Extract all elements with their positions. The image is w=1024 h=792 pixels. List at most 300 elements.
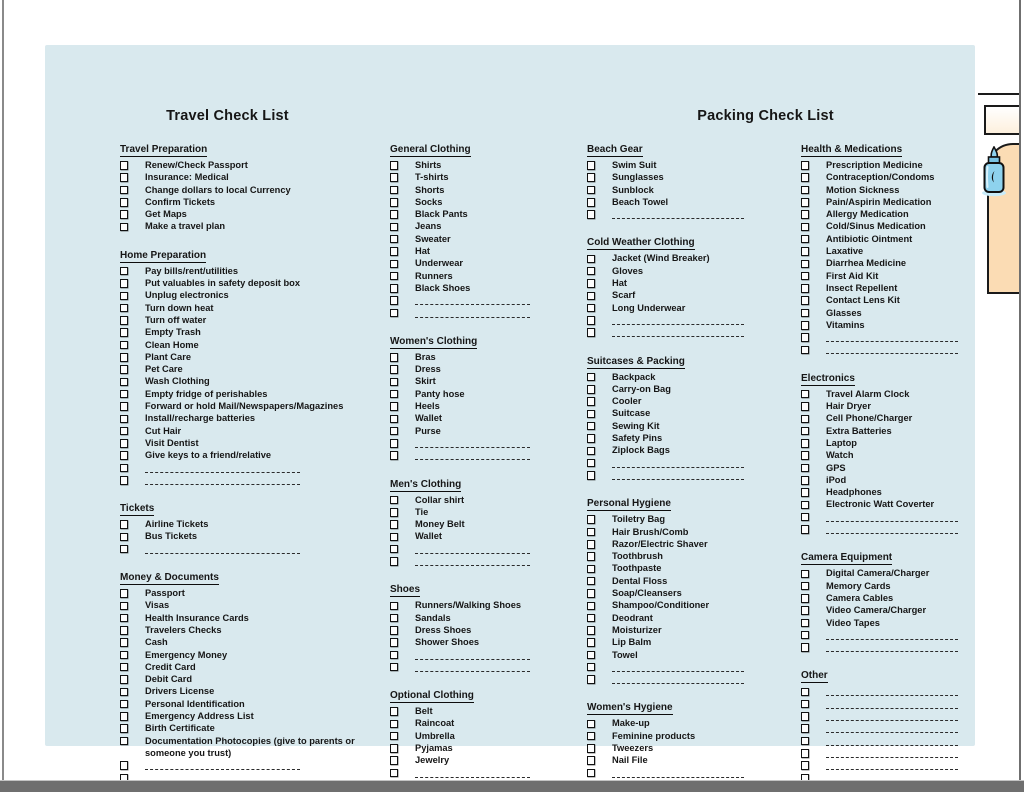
checkbox-icon xyxy=(390,451,398,460)
checkbox-icon xyxy=(801,513,809,522)
checklist-item xyxy=(587,538,757,550)
item-label: Scarf xyxy=(612,290,636,301)
checkbox-icon xyxy=(587,410,595,419)
checkbox-icon xyxy=(801,439,809,448)
checklist-item xyxy=(390,208,562,220)
item-label: Antibiotic Ointment xyxy=(826,233,913,244)
checklist-item xyxy=(801,617,971,629)
checklist-section xyxy=(120,567,382,784)
page-divider-line xyxy=(978,93,1019,95)
item-label: Hat xyxy=(415,246,430,257)
checkbox-icon xyxy=(120,451,128,460)
item-label: Panty hose xyxy=(415,388,465,399)
checklist-section xyxy=(390,331,562,462)
item-label: Wallet xyxy=(415,531,443,542)
checkbox-icon xyxy=(120,279,128,288)
checklist-blank-item xyxy=(120,462,382,474)
item-label: Sweater xyxy=(415,233,451,244)
checkbox-icon xyxy=(801,161,809,170)
checkbox-icon xyxy=(390,439,398,448)
item-label: Memory Cards xyxy=(826,580,891,591)
item-label: Empty fridge of perishables xyxy=(145,388,268,399)
checklist-item xyxy=(801,270,971,282)
checklist-item xyxy=(587,575,757,587)
checklist-item xyxy=(120,412,382,424)
checklist-item xyxy=(587,742,757,754)
checklist-blank-item xyxy=(801,698,971,710)
checklist-item xyxy=(587,730,757,742)
blank-write-in-line xyxy=(612,209,744,219)
checkbox-icon xyxy=(120,198,128,207)
section-title: Women's Hygiene xyxy=(587,702,673,714)
checkbox-icon xyxy=(120,402,128,411)
blank-write-in-line xyxy=(612,470,744,480)
checkbox-icon xyxy=(587,528,595,537)
section-title: Home Preparation xyxy=(120,249,207,261)
column-health-electronics xyxy=(801,139,971,784)
item-label: Jeans xyxy=(415,221,442,232)
checklist-item xyxy=(120,375,382,387)
checklist-item xyxy=(801,412,971,424)
item-label: Electronic Watt Coverter xyxy=(826,499,935,510)
checkbox-icon xyxy=(120,663,128,672)
checklist-item xyxy=(587,599,757,611)
checkbox-icon xyxy=(801,501,809,510)
blank-write-in-line xyxy=(826,760,958,770)
item-label: Allergy Medication xyxy=(826,209,909,220)
item-label: Personal Identification xyxy=(145,698,245,709)
checkbox-icon xyxy=(587,173,595,182)
checklist-item xyxy=(390,282,562,294)
checklist-item xyxy=(587,420,757,432)
checkbox-icon xyxy=(120,761,128,770)
checkbox-icon xyxy=(801,346,809,355)
item-label: Jewelry xyxy=(415,755,450,766)
checklist-item xyxy=(390,159,562,171)
checkbox-icon xyxy=(587,589,595,598)
checklist-item xyxy=(801,449,971,461)
checklist-item xyxy=(120,196,382,208)
checklist-item xyxy=(120,710,382,722)
checkbox-icon xyxy=(587,161,595,170)
item-label: Razor/Electric Shaver xyxy=(612,538,708,549)
item-label: Tweezers xyxy=(612,742,654,753)
checkbox-icon xyxy=(120,304,128,313)
item-label: Money Belt xyxy=(415,519,465,530)
item-label: Dress Shoes xyxy=(415,624,472,635)
item-label: Dental Floss xyxy=(612,575,668,586)
checklist-item xyxy=(390,388,562,400)
checkbox-icon xyxy=(120,161,128,170)
item-label: Watch xyxy=(826,450,854,461)
checklist-item xyxy=(120,171,382,183)
checklist-item xyxy=(120,518,382,530)
item-label: Underwear xyxy=(415,258,464,269)
checklist-item xyxy=(120,612,382,624)
blank-write-in-line xyxy=(826,723,958,733)
checklist-item xyxy=(120,698,382,710)
item-label: Moisturizer xyxy=(612,624,662,635)
checkbox-icon xyxy=(390,402,398,411)
checkbox-icon xyxy=(120,439,128,448)
checklist-item xyxy=(587,717,757,729)
section-items xyxy=(390,351,562,462)
section-title: Optional Clothing xyxy=(390,690,474,702)
checklist-item xyxy=(587,277,757,289)
checkbox-icon xyxy=(390,720,398,729)
checklist-item xyxy=(120,220,382,232)
checklist-blank-item xyxy=(390,294,562,306)
item-label: GPS xyxy=(826,462,846,473)
section-title: Travel Preparation xyxy=(120,144,208,155)
checklist-item xyxy=(801,604,971,616)
checklist-item xyxy=(587,252,757,264)
checklist-item xyxy=(120,326,382,338)
blank-write-in-line xyxy=(826,686,958,696)
item-label: Insect Repellent xyxy=(826,282,898,293)
checklist-item xyxy=(120,649,382,661)
checkbox-icon xyxy=(801,186,809,195)
item-label: Plant Care xyxy=(145,351,191,362)
checkbox-icon xyxy=(801,761,809,770)
checkbox-icon xyxy=(801,402,809,411)
checklist-blank-item xyxy=(120,543,382,555)
checkbox-icon xyxy=(801,321,809,330)
item-label: Glasses xyxy=(826,307,862,318)
blank-write-in-line xyxy=(826,512,958,522)
item-label: Pain/Aspirin Medication xyxy=(826,196,932,207)
checklist-item xyxy=(390,184,562,196)
blank-write-in-line xyxy=(826,748,958,758)
checklist-item xyxy=(120,587,382,599)
checklist-item xyxy=(801,196,971,208)
checklist-section xyxy=(390,685,562,791)
section-items xyxy=(587,513,757,685)
checklist-blank-item xyxy=(801,523,971,535)
item-label: Make a travel plan xyxy=(145,221,226,232)
checklist-item xyxy=(801,462,971,474)
checkbox-icon xyxy=(801,333,809,342)
checklist-blank-item xyxy=(801,710,971,722)
checkbox-icon xyxy=(587,304,595,313)
checkbox-icon xyxy=(120,688,128,697)
checklist-item xyxy=(587,754,757,766)
checklist-item xyxy=(390,351,562,363)
checkbox-icon xyxy=(120,427,128,436)
checklist-blank-item xyxy=(587,314,757,326)
checkbox-icon xyxy=(390,309,398,318)
section-items xyxy=(390,494,562,568)
item-label: Motion Sickness xyxy=(826,184,900,195)
checklist-blank-item xyxy=(390,307,562,319)
checkbox-icon xyxy=(587,434,595,443)
checklist-item xyxy=(390,245,562,257)
checkbox-icon xyxy=(390,520,398,529)
checklist-item xyxy=(390,754,562,766)
checkbox-icon xyxy=(587,515,595,524)
section-items xyxy=(801,388,971,536)
checkbox-icon xyxy=(120,533,128,542)
partial-frame-box xyxy=(984,105,1019,135)
checkbox-icon xyxy=(801,606,809,615)
blank-write-in-line xyxy=(826,524,958,534)
item-label: Cold/Sinus Medication xyxy=(826,221,926,232)
checkbox-icon xyxy=(390,247,398,256)
item-label: Towel xyxy=(612,649,638,660)
checklist-section xyxy=(587,139,757,220)
checkbox-icon xyxy=(390,161,398,170)
checkbox-icon xyxy=(390,210,398,219)
checkbox-icon xyxy=(801,631,809,640)
checklist-item xyxy=(390,518,562,530)
checkbox-icon xyxy=(801,749,809,758)
item-label: Shower Shoes xyxy=(415,637,480,648)
checklist-item xyxy=(587,407,757,419)
item-label: Vitamins xyxy=(826,319,865,330)
section-items xyxy=(587,371,757,482)
checkbox-icon xyxy=(587,422,595,431)
checklist-blank-item xyxy=(587,673,757,685)
checkbox-icon xyxy=(390,533,398,542)
checklist-item xyxy=(390,196,562,208)
checkbox-icon xyxy=(120,365,128,374)
blank-write-in-line xyxy=(415,544,530,554)
checklist-item xyxy=(120,624,382,636)
item-label: Renew/Check Passport xyxy=(145,160,248,170)
item-label: iPod xyxy=(826,474,847,485)
checkbox-icon xyxy=(120,602,128,611)
item-label: Feminine products xyxy=(612,730,696,741)
section-items xyxy=(120,265,382,486)
checkbox-icon xyxy=(587,373,595,382)
item-label: Tie xyxy=(415,506,429,517)
checklist-item xyxy=(390,705,562,717)
section-items xyxy=(801,159,971,356)
item-label: Forward or hold Mail/Newspapers/Magazines xyxy=(145,401,344,412)
item-label: Airline Tickets xyxy=(145,519,209,530)
blank-write-in-line xyxy=(612,674,744,684)
checklist-item xyxy=(801,257,971,269)
checkbox-icon xyxy=(390,508,398,517)
checklist-item xyxy=(801,282,971,294)
checklist-blank-item xyxy=(587,457,757,469)
checklist-item xyxy=(801,245,971,257)
item-label: Purse xyxy=(415,425,441,436)
checkbox-icon xyxy=(390,186,398,195)
item-label: Headphones xyxy=(826,487,882,498)
item-label: Cooler xyxy=(612,396,642,407)
item-label: Black Shoes xyxy=(415,282,471,293)
item-label: Turn down heat xyxy=(145,302,214,313)
checklist-item xyxy=(390,363,562,375)
checkbox-icon xyxy=(801,570,809,579)
blank-write-in-line xyxy=(612,458,744,468)
checkbox-icon xyxy=(120,353,128,362)
item-label: Travel Alarm Clock xyxy=(826,388,910,399)
section-title: General Clothing xyxy=(390,144,471,155)
section-title: Cold Weather Clothing xyxy=(587,237,695,249)
checkbox-icon xyxy=(801,296,809,305)
checkbox-icon xyxy=(120,737,128,746)
item-label: Change dollars to local Currency xyxy=(145,184,291,195)
checkbox-icon xyxy=(587,397,595,406)
checklist-item xyxy=(120,302,382,314)
checklist-item xyxy=(587,513,757,525)
checkbox-icon xyxy=(801,525,809,534)
blank-write-in-line xyxy=(145,760,300,770)
checkbox-icon xyxy=(390,415,398,424)
checklist-item xyxy=(801,567,971,579)
section-title: Camera Equipment xyxy=(801,552,893,564)
checkbox-icon xyxy=(587,447,595,456)
checkbox-icon xyxy=(120,390,128,399)
blank-write-in-line xyxy=(826,630,958,640)
checkbox-icon xyxy=(801,582,809,591)
item-label: Contact Lens Kit xyxy=(826,295,900,306)
section-items xyxy=(390,705,562,791)
checkbox-icon xyxy=(120,638,128,647)
checkbox-icon xyxy=(801,488,809,497)
checkbox-icon xyxy=(120,415,128,424)
section-title: Men's Clothing xyxy=(390,478,462,490)
blank-write-in-line xyxy=(145,475,300,485)
item-label: Camera Cables xyxy=(826,592,894,603)
section-title: Beach Gear xyxy=(587,144,643,155)
item-label: Hat xyxy=(612,278,627,289)
checkbox-icon xyxy=(390,173,398,182)
checklist-item xyxy=(587,636,757,648)
blank-write-in-line xyxy=(145,544,300,554)
checklist-blank-item xyxy=(801,629,971,641)
checkbox-icon xyxy=(801,464,809,473)
item-label: Birth Certificate xyxy=(145,723,215,734)
checklist-item xyxy=(120,265,382,277)
item-label: Long Underwear xyxy=(612,302,686,313)
checkbox-icon xyxy=(390,602,398,611)
checklist-section xyxy=(801,368,971,536)
checkbox-icon xyxy=(587,732,595,741)
blank-write-in-line xyxy=(826,711,958,721)
checklist-item xyxy=(390,270,562,282)
checkbox-icon xyxy=(120,173,128,182)
checkbox-icon xyxy=(801,643,809,652)
checkbox-icon xyxy=(587,626,595,635)
column-clothing xyxy=(390,139,562,791)
checklist-blank-item xyxy=(587,661,757,673)
item-label: Laxative xyxy=(826,246,864,257)
checklist-blank-item xyxy=(390,661,562,673)
item-label: Get Maps xyxy=(145,209,187,220)
checklist-item xyxy=(390,742,562,754)
item-label: Shirts xyxy=(415,160,442,170)
checklist-item xyxy=(120,339,382,351)
checklist-item xyxy=(390,494,562,506)
item-label: Wash Clothing xyxy=(145,376,210,387)
item-label: Collar shirt xyxy=(415,494,465,505)
checklist-item xyxy=(587,302,757,314)
checkbox-icon xyxy=(587,267,595,276)
checklist-item xyxy=(587,432,757,444)
checklist-item xyxy=(120,722,382,734)
checklist-item xyxy=(587,624,757,636)
checkbox-icon xyxy=(120,328,128,337)
checkbox-icon xyxy=(801,594,809,603)
checkbox-icon xyxy=(587,316,595,325)
item-label: Visit Dentist xyxy=(145,437,199,448)
checklist-blank-item xyxy=(801,747,971,759)
checkbox-icon xyxy=(390,296,398,305)
item-label: Cell Phone/Charger xyxy=(826,413,913,424)
checklist-blank-item xyxy=(801,685,971,697)
item-label: Contraception/Condoms xyxy=(826,172,935,183)
checkbox-icon xyxy=(801,700,809,709)
checkbox-icon xyxy=(801,451,809,460)
item-label: Ziplock Bags xyxy=(612,445,670,456)
checklist-blank-item xyxy=(801,759,971,771)
checklist-blank-item xyxy=(390,555,562,567)
checklist-item xyxy=(801,171,971,183)
blank-write-in-line xyxy=(415,438,530,448)
checklist-item xyxy=(587,196,757,208)
column-gear-hygiene xyxy=(587,139,757,791)
checklist-panel xyxy=(45,45,975,766)
checklist-item xyxy=(390,599,562,611)
checklist-section xyxy=(120,139,382,233)
checklist-section xyxy=(587,493,757,685)
checkbox-icon xyxy=(587,565,595,574)
checklist-item xyxy=(120,685,382,697)
checklist-item xyxy=(801,233,971,245)
checklist-item xyxy=(587,395,757,407)
checklist-item xyxy=(390,612,562,624)
checklist-section xyxy=(801,547,971,653)
section-title: Money & Documents xyxy=(120,572,219,584)
checkbox-icon xyxy=(801,619,809,628)
checkbox-icon xyxy=(587,651,595,660)
item-label: Drivers License xyxy=(145,686,215,697)
item-label: Deodrant xyxy=(612,612,653,623)
blank-write-in-line xyxy=(826,332,958,342)
section-title: Suitcases & Packing xyxy=(587,355,685,367)
checkbox-icon xyxy=(390,744,398,753)
item-label: Gloves xyxy=(612,265,644,276)
checklist-item xyxy=(801,580,971,592)
checkbox-icon xyxy=(801,247,809,256)
section-title: Personal Hygiene xyxy=(587,498,671,510)
checklist-blank-item xyxy=(587,326,757,338)
checkbox-icon xyxy=(390,390,398,399)
item-label: Sandals xyxy=(415,612,451,623)
checklist-blank-item xyxy=(390,649,562,661)
checkbox-icon xyxy=(120,675,128,684)
item-label: Emergency Money xyxy=(145,649,228,660)
checkbox-icon xyxy=(390,638,398,647)
checkbox-icon xyxy=(390,614,398,623)
checklist-section xyxy=(587,232,757,338)
checkbox-icon xyxy=(120,267,128,276)
page-left-border xyxy=(2,0,4,792)
checklist-item xyxy=(801,425,971,437)
checkbox-icon xyxy=(801,173,809,182)
checklist-item xyxy=(587,383,757,395)
checklist-item xyxy=(120,289,382,301)
blank-write-in-line xyxy=(612,327,744,337)
blank-write-in-line xyxy=(826,344,958,354)
checklist-section xyxy=(120,245,382,486)
item-label: Umbrella xyxy=(415,730,455,741)
checklist-item xyxy=(120,636,382,648)
checkbox-icon xyxy=(801,737,809,746)
